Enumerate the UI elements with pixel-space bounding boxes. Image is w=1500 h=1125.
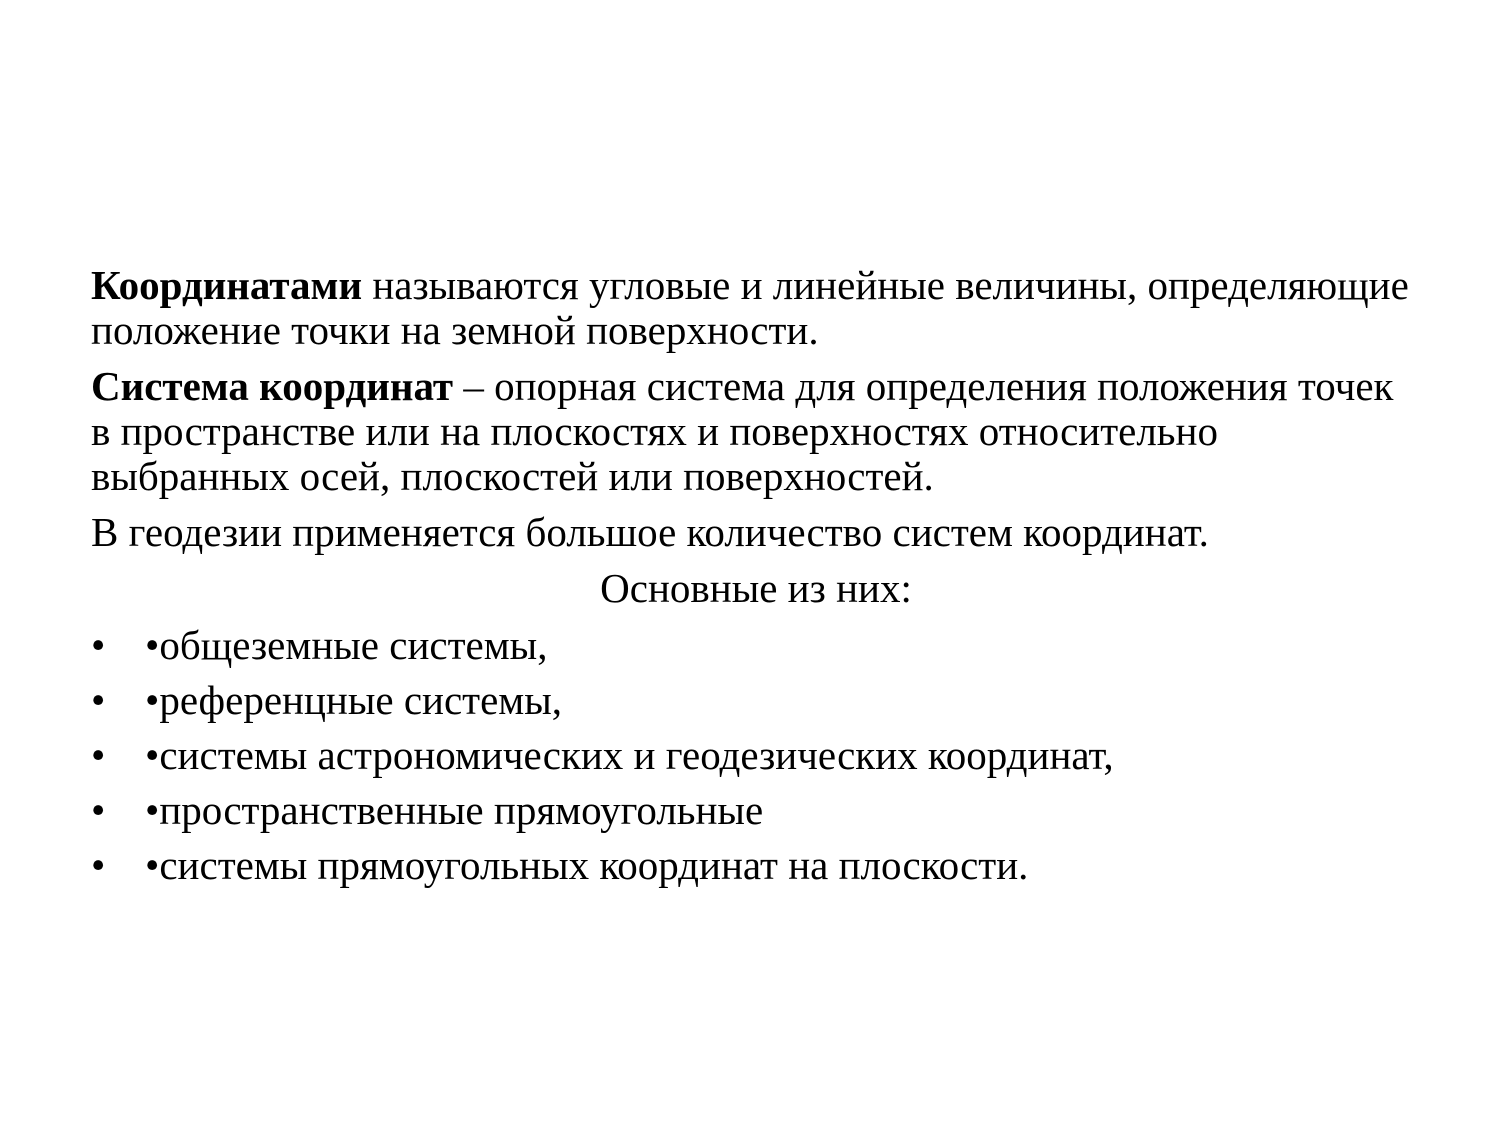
list-item-text: •общеземные системы, xyxy=(145,622,548,668)
term-coordinates: Координатами xyxy=(91,262,363,308)
definition-coordinate-system-text: – опорная система для определения положения точек в пространстве или на плоскостях и поверхностях относительно выбранных осей, плоскостей или поверхностей. xyxy=(91,363,1394,499)
coordinate-systems-list xyxy=(91,623,1421,888)
slide-content xyxy=(91,263,1421,898)
list-item xyxy=(91,788,1421,833)
list-item xyxy=(91,623,1421,668)
list-item xyxy=(91,678,1421,723)
main-systems-heading: Основные из них: xyxy=(600,565,912,611)
list-item-text: •системы прямоугольных координат на плоскости. xyxy=(145,842,1029,888)
bullet-icon: • xyxy=(91,622,106,668)
definition-paragraph-coordinate-system xyxy=(91,364,1421,499)
bullet-icon: • xyxy=(91,732,106,778)
list-item-text: •системы астрономических и геодезических координат, xyxy=(145,732,1114,778)
bullet-icon: • xyxy=(91,787,106,833)
list-item xyxy=(91,843,1421,888)
definition-paragraph-coordinates xyxy=(91,263,1421,353)
definition-coordinates-text: называются угловые и линейные величины, определяющие положение точки на земной поверхности. xyxy=(91,262,1409,353)
list-item-text: •пространственные прямоугольные xyxy=(145,787,764,833)
term-coordinate-system: Система координат xyxy=(91,363,454,409)
geodesy-paragraph xyxy=(91,510,1421,555)
bullet-icon: • xyxy=(91,677,106,723)
list-item-text: •референцные системы, xyxy=(145,677,563,723)
bullet-icon: • xyxy=(91,842,106,888)
geodesy-text: В геодезии применяется большое количество систем координат. xyxy=(91,509,1209,555)
list-item xyxy=(91,733,1421,778)
